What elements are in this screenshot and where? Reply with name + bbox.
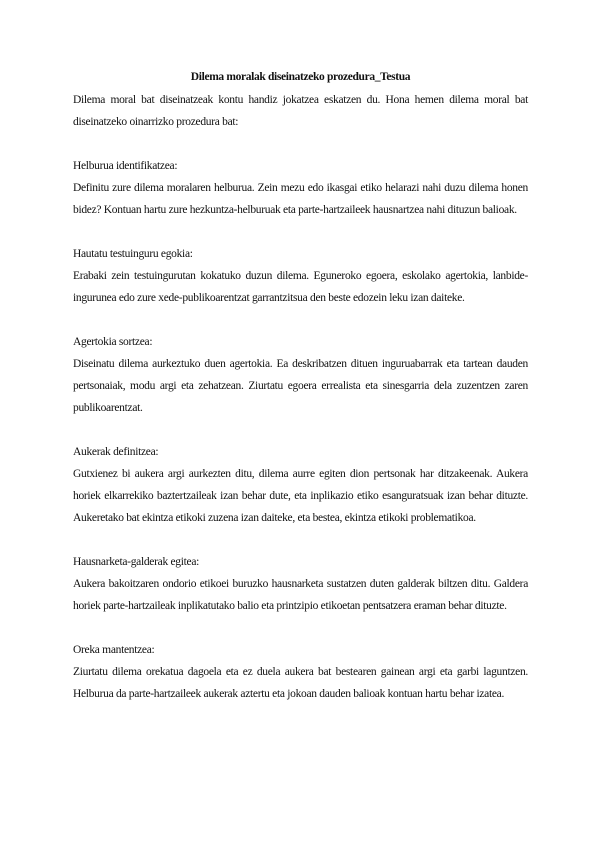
section-context [73,243,528,309]
section-heading: Helburua identifikatzea: [73,160,178,172]
section-body: Diseinatu dilema aurkeztuko duen agertokia. Ea deskribatzen dituen inguruabarrak eta tartean dauden pertsonaiak, modu argi eta zehatzean. Ziurtatu egoera errealista eta sinesgarria dela zuzentzen zaren publikoarentzat. [73,358,528,414]
section-heading: Agertokia sortzea: [73,336,153,348]
section-reflection-questions [73,551,528,617]
section-body: Gutxienez bi aukera argi aurkezten ditu, dilema aurre egiten dion pertsonak har ditzakeenak. Aukera horiek elkarrekiko baztertzaileak izan behar dute, eta inplikazio etiko esanguratsuak izan behar dituzte. Aukeretako bat ekintza etikoki zuzena izan daiteke, eta bestea, ekintza etikoki problematikoa. [73,468,528,524]
section-body: Definitu zure dilema moralaren helburua. Zein mezu edo ikasgai etiko helarazi nahi duzu dilema honen bidez? Kontuan hartu zure hezkuntza-helburuak eta parte-hartzaileek hausnartzea nahi dituzun balioak. [73,182,528,216]
section-options [73,441,528,529]
intro-paragraph: Dilema moral bat diseinatzeak kontu handiz jokatzea eskatzen du. Hona hemen dilema moral bat diseinatzeko oinarrizko prozedura bat: [73,94,528,128]
section-heading: Hausnarketa-galderak egitea: [73,556,200,568]
section-body: Ziurtatu dilema orekatua dagoela eta ez duela aukera bat bestearen gainean argi eta garbi laguntzen. Helburua da parte-hartzaileek aukerak aztertu eta jokoan dauden balioak kontuan hartu behar izatea. [73,666,528,700]
section-heading: Oreka mantentzea: [73,644,155,656]
section-body: Erabaki zein testuingurutan kokatuko duzun dilema. Eguneroko egoera, eskolako agertokia, lanbide-ingurunea edo zure xede-publikoarentzat garrantzitsua den beste edozein leku izan daiteke. [73,270,528,304]
section-heading: Hautatu testuinguru egokia: [73,248,193,260]
section-scenario [73,331,528,419]
section-heading: Aukerak definitzea: [73,446,159,458]
document-title: Dilema moralak diseinatzeko prozedura_Testua [190,71,411,83]
section-body: Aukera bakoitzaren ondorio etikoei buruzko hausnarketa sustatzen duten galderak biltzen ditu. Galdera horiek parte-hartzaileak inplikatutako balio eta printzipio etikoetan pentsatzera eraman behar dituzte. [73,578,528,612]
section-goal [73,155,528,221]
section-balance [73,639,528,705]
